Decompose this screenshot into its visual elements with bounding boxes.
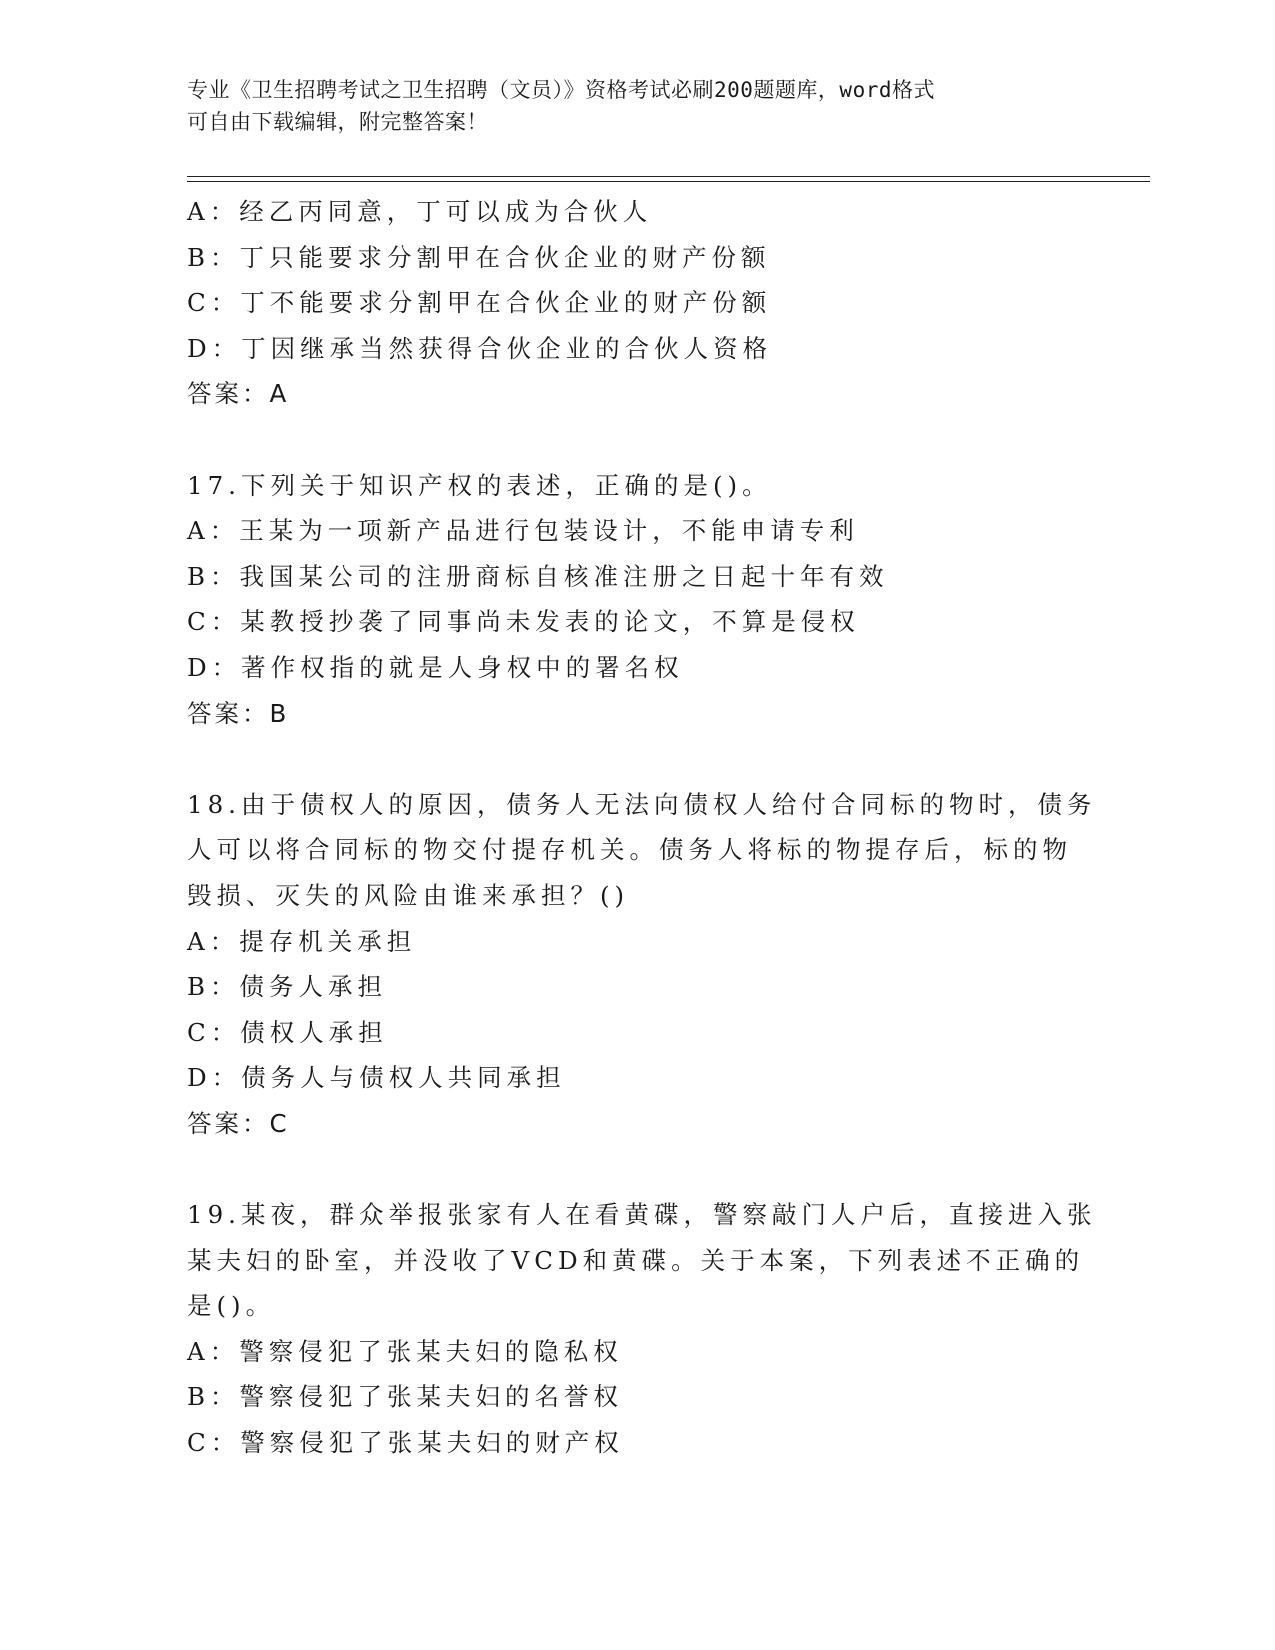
question-18-option-b: B：债务人承担 <box>187 972 388 1002</box>
question-19-option-b: B：警察侵犯了张某夫妇的名誉权 <box>187 1382 624 1412</box>
question-16-option-d: D：丁因继承当然获得合伙企业的合伙人资格 <box>187 333 773 363</box>
question-19 <box>187 1192 1097 1466</box>
question-17-stem: 17.下列关于知识产权的表述，正确的是()。 <box>187 470 772 500</box>
question-16-option-a: A：经乙丙同意，丁可以成为合伙人 <box>187 197 653 226</box>
document-header <box>187 74 1087 138</box>
question-17-option-b: B：我国某公司的注册商标自核准注册之日起十年有效 <box>187 561 889 591</box>
question-18-answer: 答案：C <box>187 1108 290 1138</box>
question-18-stem-line-2: 人可以将合同标的物交付提存机关。债务人将标的物提存后，标的物 <box>187 835 1072 865</box>
spacer <box>187 1146 1087 1192</box>
question-17-option-d: D：著作权指的就是人身权中的署名权 <box>187 652 684 682</box>
question-16-answer: 答案：A <box>187 379 290 409</box>
question-18-stem-line-3: 毁损、灭失的风险由谁来承担？() <box>187 880 630 910</box>
question-18-option-d: D：债务人与债权人共同承担 <box>187 1063 566 1093</box>
question-19-option-c: C：警察侵犯了张某夫妇的财产权 <box>187 1428 624 1458</box>
header-title-line-2: 可自由下载编辑，附完整答案！ <box>187 110 488 134</box>
question-17 <box>187 463 1087 737</box>
header-divider-top <box>187 176 1150 177</box>
spacer <box>187 736 1087 782</box>
question-list <box>187 189 1097 1466</box>
question-19-stem-line-3: 是()。 <box>187 1291 276 1321</box>
question-19-option-a: A：警察侵犯了张某夫妇的隐私权 <box>187 1336 623 1366</box>
question-18 <box>187 782 1097 1147</box>
header-divider-bottom <box>187 181 1150 182</box>
question-18-option-c: C：债权人承担 <box>187 1017 388 1047</box>
header-title-line-1: 专业《卫生招聘考试之卫生招聘（文员）》资格考试必刷200题题库，word格式 <box>187 78 935 102</box>
spacer <box>187 417 1087 463</box>
question-18-stem-line-1: 18.由于债权人的原因，债务人无法向债权人给付合同标的物时，债务 <box>187 789 1097 819</box>
question-18-option-a: A：提存机关承担 <box>187 926 417 956</box>
question-19-stem-line-1: 19.某夜，群众举报张家有人在看黄碟，警察敲门人户后，直接进入张 <box>187 1200 1097 1230</box>
question-16 <box>187 189 1087 417</box>
question-16-option-c: C：丁不能要求分割甲在合伙企业的财产份额 <box>187 288 772 318</box>
question-16-option-b: B：丁只能要求分割甲在合伙企业的财产份额 <box>187 242 771 272</box>
question-17-answer: 答案：B <box>187 698 290 728</box>
question-17-option-c: C：某教授抄袭了同事尚未发表的论文，不算是侵权 <box>187 607 860 637</box>
question-17-option-a: A：王某为一项新产品进行包装设计，不能申请专利 <box>187 516 859 546</box>
question-19-stem-line-2: 某夫妇的卧室，并没收了VCD和黄碟。关于本案，下列表述不正确的 <box>187 1245 1085 1275</box>
